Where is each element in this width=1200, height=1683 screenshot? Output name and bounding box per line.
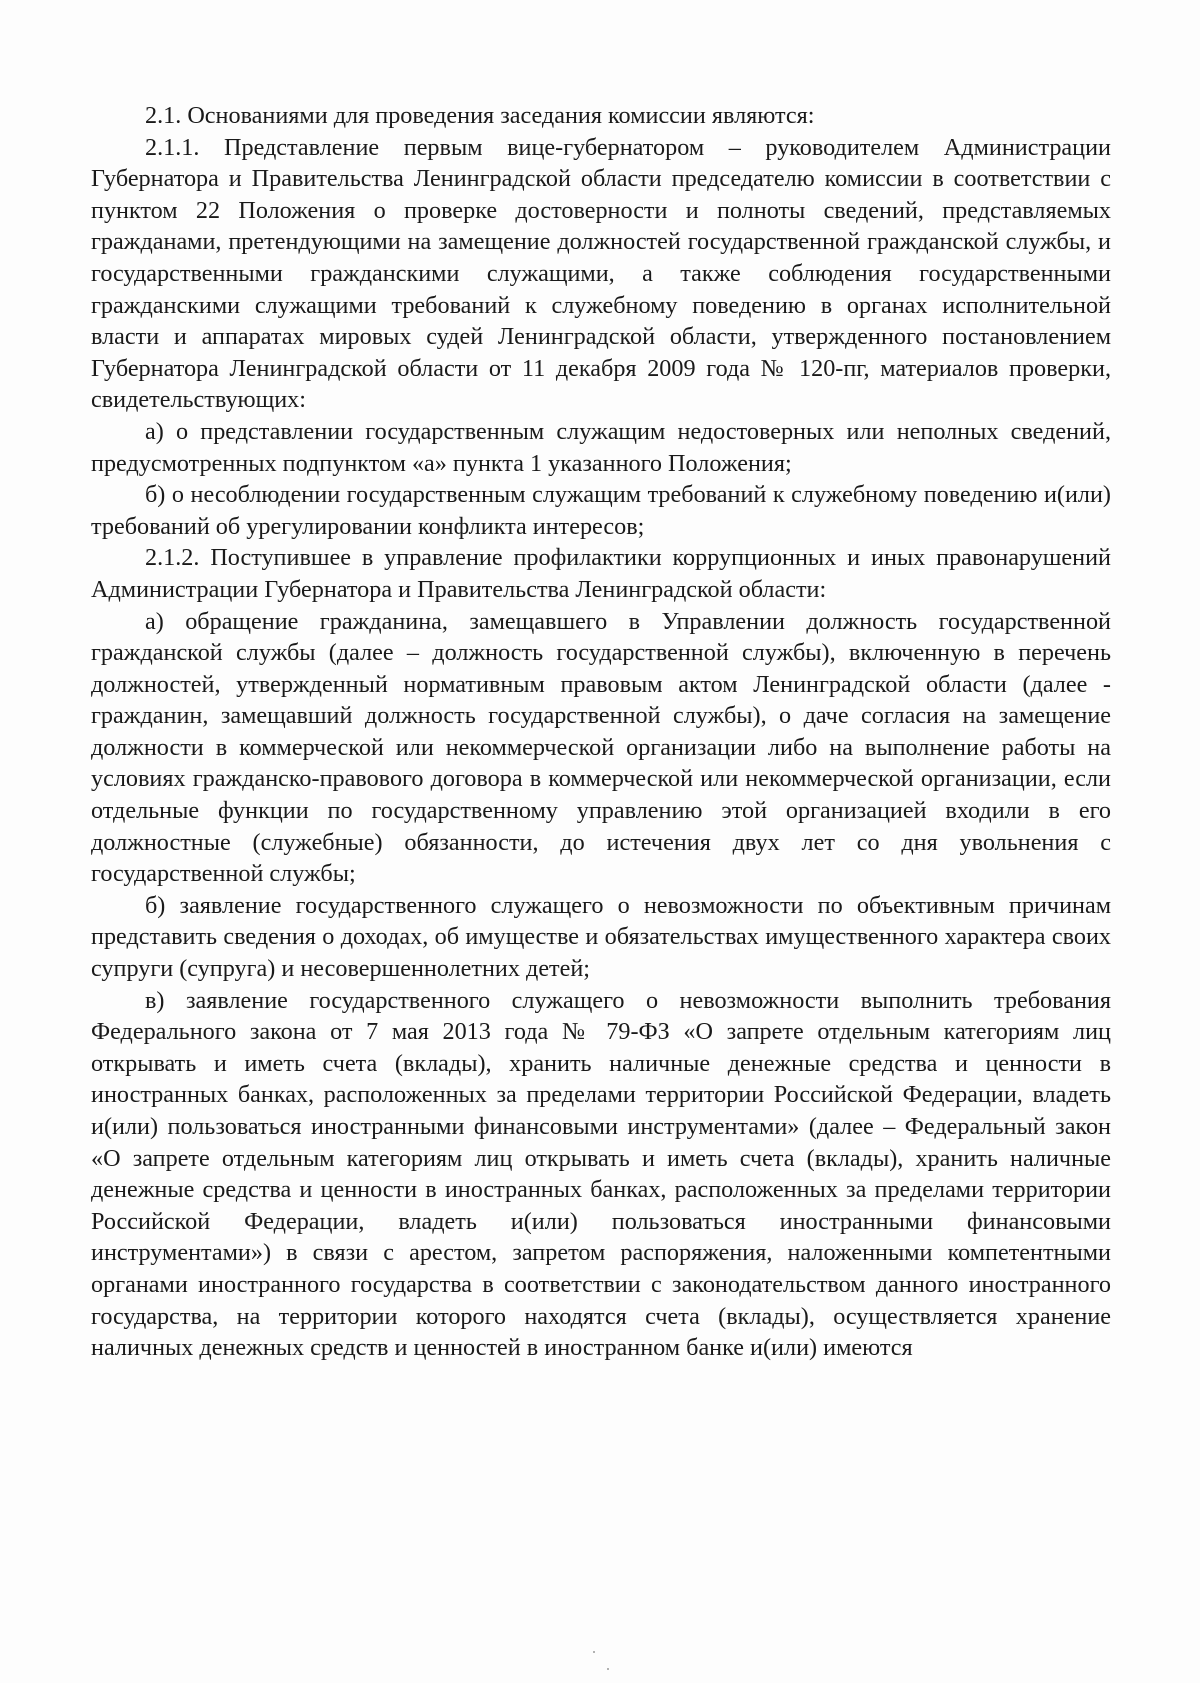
paragraph-2-1-2-a: а) обращение гражданина, замещавшего в Управлении должность государственной гражданской службы (далее – должность государственной службы), включенную в перечень должностей, утвержденный нормативным правовым актом Ленинградской области (далее - гражданин, замещавший должность государственной службы), о даче согласия на замещение должности в коммерческой или некоммерческой организации либо на выполнение работы на условиях гражданско-правового договора в коммерческой или некоммерческой организации, если отдельные функции по государственному управлению этой организацией входили в его должностные (служебные) обязанности, до истечения двух лет со дня увольнения с государственной службы; [91,607,1111,888]
paragraph-2-1-2-b: б) заявление государственного служащего о невозможности по объективным причинам представить сведения о доходах, об имуществе и обязательствах имущественного характера своих супруги (супруга) и несовершеннолетних детей; [91,891,1111,983]
paragraph-2-1-2: 2.1.2. Поступившее в управление профилактики коррупционных и иных правонарушений Администрации Губернатора и Правительства Ленинградской области: [91,544,1111,603]
document-body [91,100,1111,1364]
paragraph-2-1-1-a: а) о представлении государственным служащим недостоверных или неполных сведений, предусмотренных подпунктом «а» пункта 1 указанного Положения; [91,417,1111,477]
scan-speck [607,1668,609,1670]
paragraph-2-1-1-b: б) о несоблюдении государственным служащим требований к служебному поведению и(или) требований об урегулировании конфликта интересов; [91,481,1111,540]
paragraph-2-1-1: 2.1.1. Представление первым вице-губернатором – руководителем Администрации Губернатора и Правительства Ленинградской области председателю комиссии в соответствии с пунктом 22 Положения о проверке достоверности и полноты сведений, представляемых гражданами, претендующими на замещение должностей государственной гражданской службы, и государственными гражданскими служащими, а также соблюдения государственными гражданскими служащими требований к служебному поведению в органах исполнительной власти и аппаратах мировых судей Ленинградской области, утвержденного постановлением Губернатора Ленинградской области от 11 декабря 2009 года № 120-пг, материалов проверки, свидетельствующих: [91,133,1111,414]
paragraph-2-1: 2.1. Основаниями для проведения заседания комиссии являются: [145,102,815,129]
paragraph-2-1-2-v: в) заявление государственного служащего о невозможности выполнить требования Федерального закона от 7 мая 2013 года № 79-ФЗ «О запрете отдельным категориям лиц открывать и иметь счета (вклады), хранить наличные денежные средства и ценности в иностранных банках, расположенных за пределами территории Российской Федерации, владеть и(или) пользоваться иностранными финансовыми инструментами» (далее – Федеральный закон «О запрете отдельным категориям лиц открывать и иметь счета (вклады), хранить наличные денежные средства и ценности в иностранных банках, расположенных за пределами территории Российской Федерации, владеть и(или) пользоваться иностранными финансовыми инструментами») в связи с арестом, запретом распоряжения, наложенными компетентными органами иностранного государства в соответствии с законодательством данного иностранного государства, на территории которого находятся счета (вклады), осуществляется хранение наличных денежных средств и ценностей в иностранном банке и(или) имеются [91,986,1111,1362]
scan-speck [593,1651,595,1653]
